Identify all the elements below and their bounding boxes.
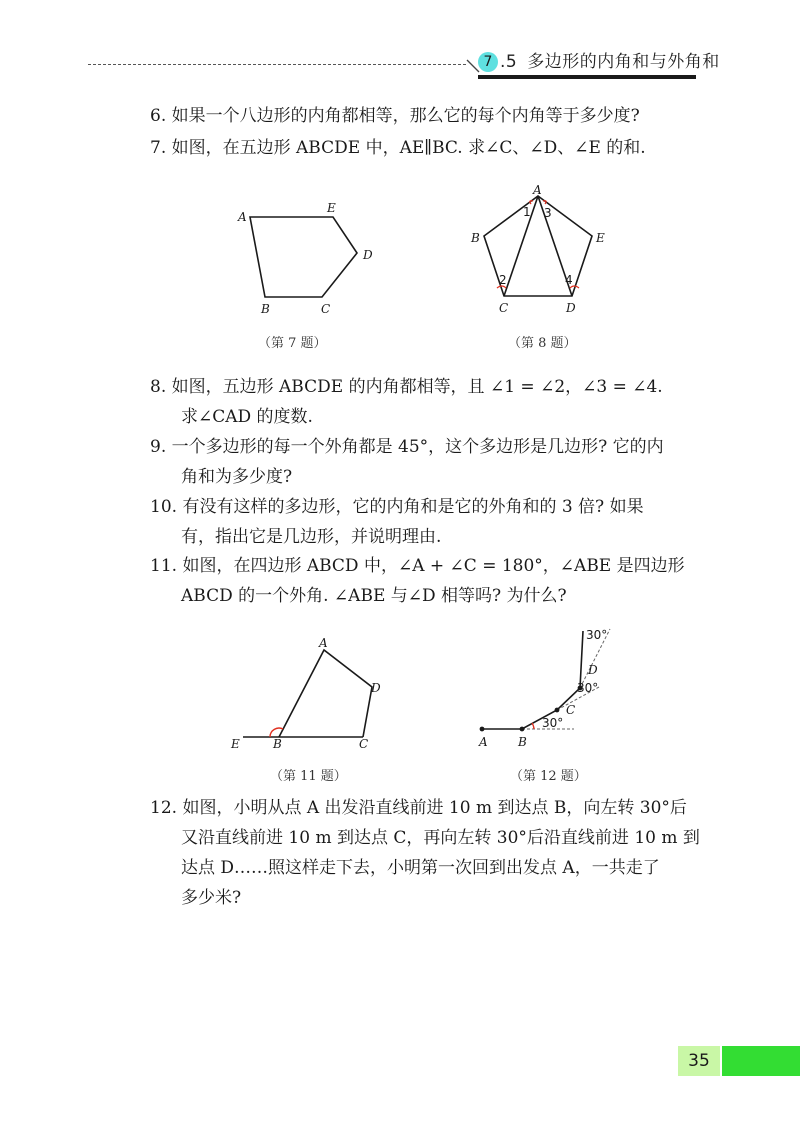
- figure-11: [225, 635, 405, 755]
- question-11-line-2: ABCD 的一个外角. ∠ABE 与∠D 相等吗? 为什么?: [181, 586, 567, 606]
- fig12-point-C: [555, 708, 560, 713]
- fig12-label-B: B: [518, 735, 527, 749]
- fig12-label-A: A: [479, 735, 488, 749]
- fig12-angle-label-3: 30°: [586, 628, 608, 642]
- section-sub-number: .5: [500, 52, 518, 72]
- page-color-bar: [722, 1046, 800, 1076]
- fig11-label-D: D: [371, 681, 381, 695]
- fig12-angle-mark-B: [532, 723, 534, 729]
- fig7-label-B: B: [261, 302, 270, 316]
- fig7-pentagon: [250, 217, 357, 297]
- question-10-line-1: 10. 有没有这样的多边形，它的内角和是它的外角和的 3 倍? 如果: [150, 497, 644, 517]
- fig12-label-C: C: [566, 703, 576, 717]
- question-8-line-2: 求∠CAD 的度数.: [181, 407, 313, 427]
- header-underline: [478, 75, 696, 79]
- fig12-caption: （第 12 题）: [510, 769, 587, 784]
- section-number-badge: 7: [478, 52, 498, 72]
- fig12-angle-label-1: 30°: [542, 716, 564, 730]
- fig7-caption: （第 7 题）: [258, 336, 327, 351]
- question-9-line-2: 角和为多少度?: [181, 467, 293, 487]
- fig11-label-A: A: [319, 636, 328, 650]
- fig8-label-angle-4: 4: [565, 273, 573, 287]
- fig12-point-A: [480, 727, 485, 732]
- fig7-label-E: E: [327, 201, 336, 215]
- fig8-caption: （第 8 题）: [508, 336, 577, 351]
- question-11-line-1: 11. 如图，在四边形 ABCD 中，∠A + ∠C = 180°，∠ABE 是四边形: [150, 556, 685, 576]
- question-12-line-2: 又沿直线前进 10 m 到达点 C，再向左转 30°后沿直线前进 10 m 到: [181, 828, 700, 848]
- fig11-quad-sides: [279, 650, 372, 737]
- fig12-point-B: [520, 727, 525, 732]
- fig8-label-angle-2: 2: [499, 273, 507, 287]
- question-12-line-3: 达点 D……照这样走下去，小明第一次回到出发点 A，一共走了: [181, 858, 660, 878]
- fig11-label-C: C: [359, 737, 369, 751]
- fig8-label-B: B: [471, 231, 480, 245]
- fig8-label-A: A: [533, 183, 542, 197]
- fig8-diagonal-AC: [504, 196, 538, 296]
- fig12-label-D: D: [588, 663, 598, 677]
- fig11-caption: （第 11 题）: [270, 769, 347, 784]
- fig7-label-D: D: [363, 248, 373, 262]
- header-dashed-rule: [88, 64, 466, 65]
- fig8-label-C: C: [499, 301, 509, 315]
- figure-12: [470, 625, 630, 755]
- page-number: 35: [678, 1046, 720, 1076]
- fig8-label-D: D: [566, 301, 576, 315]
- question-7: 7. 如图，在五边形 ABCDE 中，AE∥BC. 求∠C、∠D、∠E 的和.: [150, 138, 646, 158]
- section-title: [500, 50, 720, 74]
- fig8-angle-mark-3: [543, 201, 546, 204]
- fig8-angle-mark-1: [530, 201, 533, 204]
- fig12-angle-label-2: 30°: [577, 681, 599, 695]
- fig11-label-B: B: [273, 737, 282, 751]
- fig7-label-C: C: [321, 302, 331, 316]
- figure-8: [462, 180, 622, 320]
- question-12-line-4: 多少米?: [181, 888, 242, 908]
- question-8-line-1: 8. 如图，五边形 ABCDE 的内角都相等，且 ∠1 = ∠2，∠3 = ∠4.: [150, 377, 663, 397]
- question-6: 6. 如果一个八边形的内角都相等，那么它的每个内角等于多少度?: [150, 106, 640, 126]
- section-title-text: 多边形的内角和与外角和: [527, 52, 720, 72]
- fig8-label-angle-1: 1: [523, 205, 531, 219]
- fig11-label-E: E: [231, 737, 240, 751]
- fig7-label-A: A: [238, 210, 247, 224]
- question-10-line-2: 有，指出它是几边形，并说明理由.: [181, 527, 442, 547]
- fig8-label-E: E: [596, 231, 605, 245]
- fig8-label-angle-3: 3: [544, 206, 552, 220]
- figure-7: [225, 195, 385, 320]
- question-9-line-1: 9. 一个多边形的每一个外角都是 45°，这个多边形是几边形? 它的内: [150, 437, 664, 457]
- question-12-line-1: 12. 如图，小明从点 A 出发沿直线前进 10 m 到达点 B，向左转 30°后: [150, 798, 687, 818]
